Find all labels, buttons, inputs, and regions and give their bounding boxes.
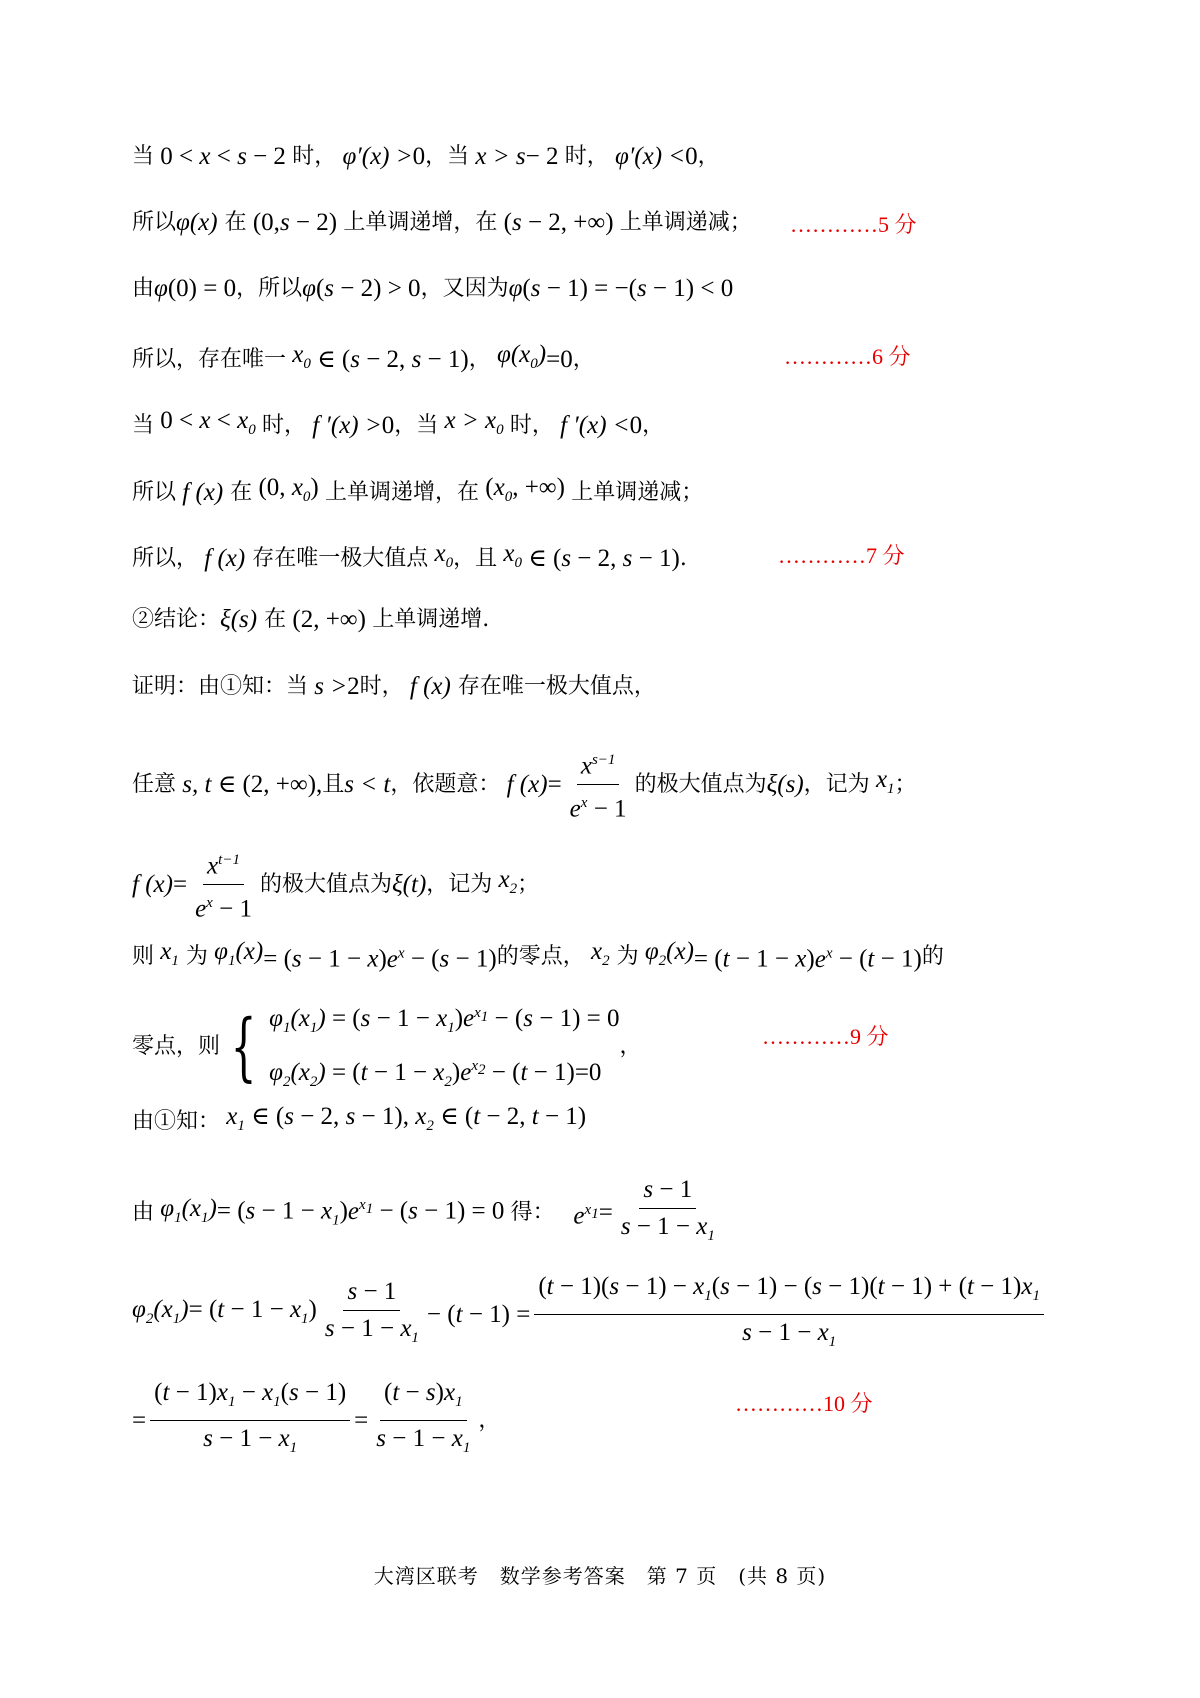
- frac-1: $\frac{s - 1}{s - 1 - x_1}$: [324, 1277, 419, 1346]
- left-brace: {: [230, 1004, 257, 1091]
- score-6: …………6 分: [784, 344, 911, 369]
- frac-2: $\frac{(t - 1)(s - 1) - x_1(s - 1) - (s - 1)(t - 1) + (t - 1)x_1}{s - 1 - x_1}$: [534, 1272, 1044, 1357]
- equation-system: $\varphi_1(x_1) = (s - 1 - x_1)e^{x_1} - (s - 1) = 0$ $\varphi_2(x_2) = (t - 1 - x_2)e^{x_2} - (t - 1)=0$: [269, 1005, 620, 1090]
- line-5: 当 $0 < x < x_0$ 时， f ′(x) > 0 ， 当 $x > x_0$ 时， f ′(x) < 0 ，: [132, 407, 665, 439]
- frac-4: $\frac{(t - s)x_1}{s - 1 - x_1}$: [376, 1379, 471, 1456]
- line-10: 任意 s, t ∈ (2, +∞), 且 s < t ，依题意： f (x) = $\frac{x^{s-1}}{e^x - 1}$ 的极大值点为 ξ(s) ，记为 $x_1$ ；: [132, 745, 917, 825]
- line-16: $\varphi_2(x_1)$ = $(t - 1 - x_1)$ $\frac{s - 1}{s - 1 - x_1}$ − (t − 1) = $\frac{(t - 1)(s - 1) - x_1(s - 1) - (s - 1)(t - 1) + (t - 1)x_1}{s - 1 - x_1}$: [132, 1272, 1048, 1357]
- line-14: 由①知： $x_1$ ∈ (s − 2, s − 1), $x_2$ ∈ (t − 2, t − 1): [132, 1103, 587, 1134]
- page-footer: 大湾区联考 数学参考答案 第 7 页 (共 8 页): [373, 1564, 827, 1588]
- line-13: 零点，则 { $\varphi_1(x_1) = (s - 1 - x_1)e^{x_1} - (s - 1) = 0$ $\varphi_2(x_2) = (t - 1 - x_2)e^{x_2} - (t - 1)=0$ ，: [132, 998, 642, 1097]
- line-3: 由 φ (0) = 0 ，所以 φ (s − 2) > 0 ，又因为 φ (s − 1) = −(s − 1) < 0: [132, 275, 734, 302]
- line-11: f (x) = $\frac{x^{t-1}}{e^x - 1}$ 的极大值点为 ξ(t) ，记为 $x_2$ ；: [132, 845, 539, 925]
- score-10: …………10 分: [735, 1391, 873, 1416]
- frac-exp: $\frac{s - 1}{s - 1 - x_1}$: [620, 1176, 715, 1244]
- frac-3: $\frac{(t - 1)x_1 - x_1(s - 1)}{s - 1 - x_1}$: [150, 1378, 350, 1463]
- line-15: 由 $\varphi_1(x_1)$ = $(s - 1 - x_1)e^{x_1} - (s - 1) = 0$ 得： $e^{x_1}$ = $\frac{s - 1}{s - 1 - x_1}$: [132, 1175, 723, 1251]
- line-9: 证明：由①知：当 s > 2 时， f (x) 存在唯一极大值点，: [132, 673, 656, 700]
- frac-f-s: $\frac{x^{s-1}}{e^x - 1}$: [566, 745, 631, 825]
- frac-f-t: $\frac{x^{t-1}}{e^x - 1}$: [191, 845, 256, 925]
- line-17: = $\frac{(t - 1)x_1 - x_1(s - 1)}{s - 1 - x_1}$ = $\frac{(t - s)x_1}{s - 1 - x_1}$ ，: [132, 1378, 500, 1463]
- line-2: 所以 φ(x) 在 (0,s − 2) 上单调递增，在 (s − 2, +∞) 上单调递减；: [132, 209, 752, 236]
- line-12: 则 $x_1$ 为 $\varphi_1(x)$ = $(s - 1 - x)e^x - (s - 1)$ 的零点， $x_2$ 为 $\varphi_2(x)$ = $(t - 1 - x)e^x - (t - 1)$ 的: [132, 938, 944, 973]
- line-6: 所以 f (x) 在 (0, $x_0$) 上单调递增，在 ($x_0$, +∞) 上单调递减；: [132, 474, 704, 506]
- score-5: …………5 分: [790, 212, 917, 237]
- line-1: 当 0 < x < s − 2 时， φ′(x) > 0 ， 当 x > s − 2 时， φ′(x) < 0 ，: [132, 143, 720, 170]
- line-7: 所以， f (x) 存在唯一极大值点 $x_0$ ，且 $x_0$ ∈ (s − 2, s − 1) .: [132, 540, 687, 572]
- line-4: 所以，存在唯一 $x_0$ ∈ (s − 2, s − 1) ， $\varphi(x_0)$ =0 ，: [132, 341, 595, 373]
- line-8: ②结论： ξ(s) 在 (2, +∞) 上单调递增.: [132, 606, 490, 633]
- score-9: …………9 分: [762, 1024, 889, 1049]
- score-7: …………7 分: [778, 543, 905, 568]
